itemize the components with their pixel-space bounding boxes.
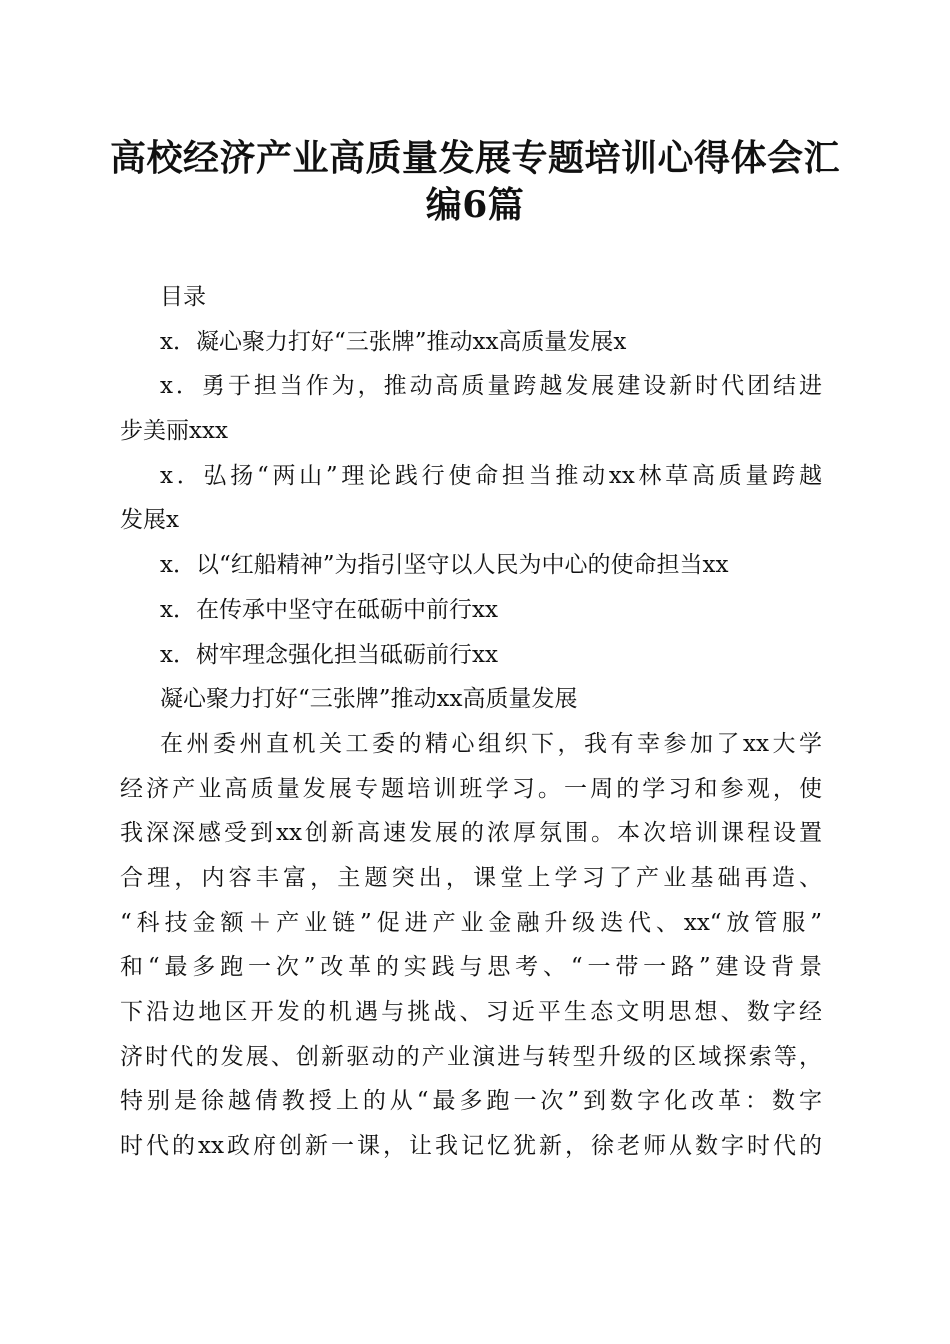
toc-item: x．勇于担当作为，推动高质量跨越发展建设新时代团结进 — [160, 373, 822, 400]
toc-item-continuation: 步美丽xxx — [120, 418, 228, 445]
paragraph-line: 时代的xx政府创新一课，让我记忆犹新，徐老师从数字时代的 — [120, 1133, 822, 1160]
paragraph-line: 下沿边地区开发的机遇与挑战、习近平生态文明思想、数字经 — [120, 999, 822, 1025]
paragraph-line: 我深深感受到xx创新高速发展的浓厚氛围。本次培训课程设置 — [120, 820, 822, 847]
toc-item: x．凝心聚力打好“三张牌”推动xx高质量发展x — [160, 328, 627, 355]
toc-item-continuation: 发展x — [120, 507, 179, 534]
document-body — [120, 275, 822, 1169]
paragraph-line: 在州委州直机关工委的精心组织下，我有幸参加了xx大学 — [160, 730, 822, 757]
document-title-line-1: 高校经济产业高质量发展专题培训心得体会汇 — [109, 137, 840, 179]
paragraph-line: 和“最多跑一次”改革的实践与思考、“一带一路”建设背景 — [120, 954, 822, 981]
toc-item: x．树牢理念强化担当砥砺前行xx — [160, 641, 498, 668]
paragraph-line: “科技金额＋产业链”促进产业金融升级迭代、xx“放管服” — [120, 909, 822, 936]
toc-item: x．弘扬“两山”理论践行使命担当推动xx林草高质量跨越 — [160, 462, 822, 489]
paragraph-line: 特别是徐越倩教授上的从“最多跑一次”到数字化改革：数字 — [120, 1088, 822, 1115]
paragraph-line: 济时代的发展、创新驱动的产业演进与转型升级的区域探索等， — [120, 1043, 822, 1070]
document-title-line-2: 编6篇 — [425, 184, 525, 226]
section-heading: 凝心聚力打好“三张牌”推动xx高质量发展 — [160, 686, 578, 713]
toc-item: x．以“红船精神”为指引坚守以人民为中心的使命担当xx — [160, 552, 729, 579]
paragraph-line: 合理，内容丰富，主题突出，课堂上学习了产业基础再造、 — [120, 864, 822, 891]
paragraph-line: 经济产业高质量发展专题培训班学习。一周的学习和参观，使 — [120, 775, 822, 802]
toc-item: x．在传承中坚守在砥砺中前行xx — [160, 596, 498, 623]
toc-heading: 目录 — [160, 284, 206, 310]
